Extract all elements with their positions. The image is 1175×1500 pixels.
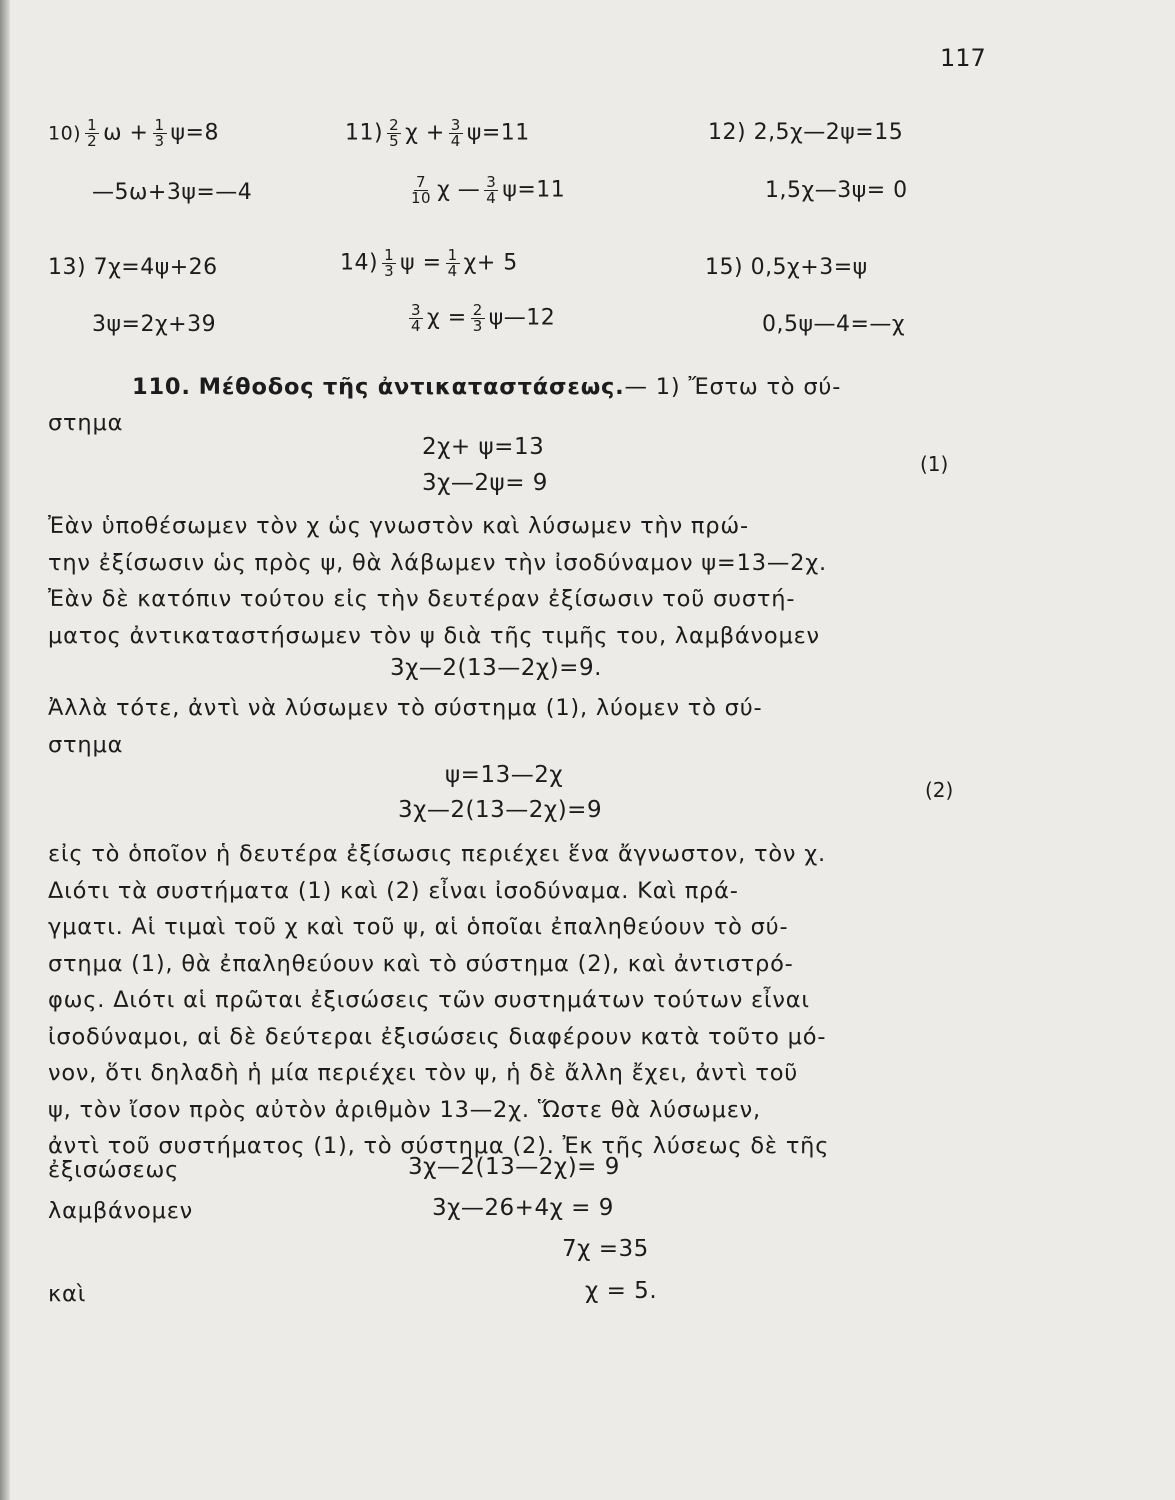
text-line: Ἐὰν ὑποθέσωμεν τὸν χ ὡς γνωστὸν καὶ λύσωμεν τὴν πρώ- — [48, 513, 749, 539]
section-intro: — 1) Ἔστω τὸ σύ- — [624, 374, 842, 400]
text-line: ἀντὶ τοῦ συστήματος (1), τὸ σύστημα (2). Ἐκ τῆς λύσεως δὲ τῆς — [48, 1133, 830, 1159]
text-line: φως. Διότι αἱ πρῶται ἐξισώσεις τῶν συστημάτων τούτων εἶναι — [48, 987, 810, 1013]
fraction: $\frac{2}{5}$ — [389, 116, 400, 150]
paragraph-3 — [48, 690, 996, 763]
text-line: στημα (1), θὰ ἐπαληθεύουν καὶ τὸ σύστημα (2), καὶ ἀντιστρό- — [48, 950, 794, 977]
solution-step: 3χ—26+4χ = 9 — [432, 1195, 614, 1221]
exercise-14-line-1: 14) $\frac{1}{3}$ ψ = $\frac{1}{4}$ χ+ 5 — [340, 246, 518, 280]
solution-label: καὶ — [48, 1281, 87, 1307]
text-line: την ἐξίσωσιν ὡς πρὸς ψ, θὰ λάβωμεν τὴν ἰσοδύναμον ψ=13—2χ. — [48, 549, 827, 576]
paragraph-4 — [48, 836, 996, 1165]
text-line: ἰσοδύναμοι, αἱ δὲ δεύτεραι ἐξισώσεις διαφέρουν κατὰ τοῦτο μό- — [48, 1023, 827, 1050]
solution-label: λαμβάνομεν — [48, 1198, 194, 1224]
exercise-11-line-2: $\frac{7}{10}$ χ — $\frac{3}{4}$ ψ=11 — [411, 173, 566, 207]
text-line: στημα — [48, 410, 124, 436]
solution-step: 3χ—2(13—2χ)= 9 — [408, 1154, 620, 1180]
text-line: Ἀλλὰ τότε, ἀντὶ νὰ λύσωμεν τὸ σύστημα (1), λύομεν τὸ σύ- — [48, 695, 763, 721]
fraction: $\frac{1}{3}$ — [154, 116, 165, 150]
fraction: $\frac{7}{10}$ — [411, 173, 432, 207]
text-line: εἰς τὸ ὁποῖον ἡ δευτέρα ἐξίσωσις περιέχει ἕνα ἄγνωστον, τὸν χ. — [48, 841, 826, 867]
fraction: $\frac{3}{4}$ — [486, 173, 497, 207]
fraction: $\frac{1}{3}$ — [384, 246, 395, 280]
section-number: 110. — [132, 374, 191, 400]
solution-step: 7χ =35 — [562, 1236, 649, 1262]
text-line: ματος ἀντικαταστήσωμεν τὸν ψ διὰ τῆς τιμῆς του, λαμβάνομεν — [48, 622, 820, 649]
exercise-15-line-1: 15) 0,5χ+3=ψ — [705, 255, 868, 280]
system-1-eq-2: 3χ—2ψ= 9 — [422, 470, 548, 496]
page-number: 117 — [940, 44, 986, 72]
solution-label: ἐξισώσεως — [48, 1157, 180, 1183]
text-line: Διότι τὰ συστήματα (1) καὶ (2) εἶναι ἰσοδύναμα. Καὶ πρά- — [48, 877, 739, 904]
fraction: $\frac{1}{4}$ — [447, 246, 458, 280]
section-title: Μέθοδος τῆς ἀντικαταστάσεως. — [198, 374, 625, 400]
system-2-eq-2: 3χ—2(13—2χ)=9 — [398, 797, 603, 823]
fraction: $\frac{3}{4}$ — [450, 116, 461, 150]
system-2-eq-1: ψ=13—2χ — [445, 762, 564, 788]
fraction: $\frac{2}{3}$ — [472, 301, 483, 335]
paragraph-2 — [48, 508, 996, 654]
exercise-15-line-2: 0,5ψ—4=—χ — [762, 312, 906, 337]
exercise-14-line-2: $\frac{3}{4}$ χ = $\frac{2}{3}$ ψ—12 — [411, 301, 556, 335]
exercise-13-line-1: 13) 7χ=4ψ+26 — [48, 255, 218, 280]
system-1-tag: (1) — [920, 452, 949, 476]
page-edge-shadow — [0, 0, 10, 1500]
exercise-number: 10) — [48, 122, 82, 145]
text-line: Ἐὰν δὲ κατόπιν τούτου εἰς τὴν δευτέραν ἐξίσωσιν τοῦ συστή- — [48, 586, 796, 612]
text-line: γματι. Αἱ τιμαὶ τοῦ χ καὶ τοῦ ψ, αἱ ὁποῖαι ἐπαληθεύουν τὸ σύ- — [48, 914, 789, 940]
text-line: στημα — [48, 731, 124, 758]
section-heading — [132, 374, 841, 400]
exercise-11-line-1: 11) $\frac{2}{5}$ χ + $\frac{3}{4}$ ψ=11 — [345, 116, 530, 150]
fraction: $\frac{3}{4}$ — [411, 301, 422, 335]
exercise-12-line-1: 12) 2,5χ—2ψ=15 — [708, 120, 904, 145]
exercise-10-line-2: —5ω+3ψ=—4 — [92, 180, 253, 205]
solution-step: χ = 5. — [585, 1278, 658, 1304]
text-line: νον, ὅτι δηλαδὴ ἡ μία περιέχει τὸν ψ, ἡ δὲ ἄλλη ἔχει, ἀντὶ τοῦ — [48, 1060, 799, 1086]
exercise-10-line-1: 10) $\frac{1}{2}$ ω + $\frac{1}{3}$ ψ=8 — [48, 116, 219, 150]
exercise-12-line-2: 1,5χ—3ψ= 0 — [765, 178, 908, 203]
system-1-eq-1: 2χ+ ψ=13 — [422, 434, 545, 460]
substituted-equation: 3χ—2(13—2χ)=9. — [390, 655, 602, 681]
text-line: ψ, τὸν ἴσον πρὸς αὐτὸν ἀριθμὸν 13—2χ. Ὥστε θὰ λύσωμεν, — [48, 1096, 761, 1123]
exercise-13-line-2: 3ψ=2χ+39 — [92, 312, 217, 337]
fraction: $\frac{1}{2}$ — [87, 116, 98, 150]
system-2-tag: (2) — [925, 778, 954, 802]
